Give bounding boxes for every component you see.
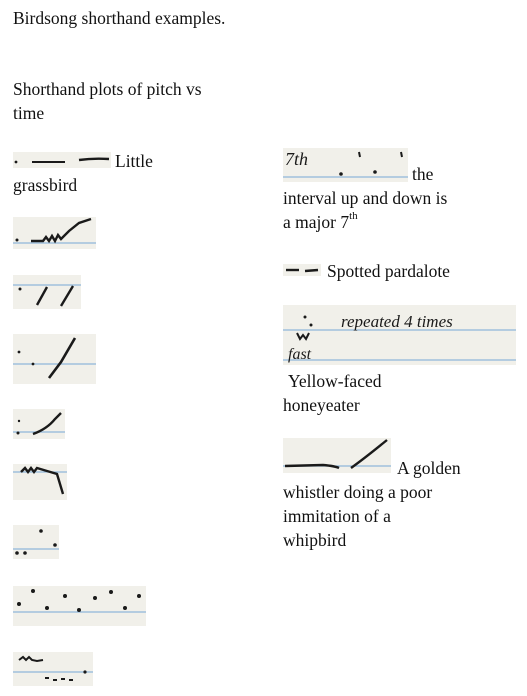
sketch-little-grassbird bbox=[13, 152, 111, 168]
little-grassbird-label: Little bbox=[115, 151, 153, 171]
spotted-pardalote-label: Spotted pardalote bbox=[327, 261, 450, 281]
sketch-annotation-fast: fast bbox=[288, 346, 312, 363]
sketch-annotation-repeat: repeated 4 times bbox=[341, 312, 453, 331]
birdsong-sketch bbox=[13, 464, 67, 500]
little-grassbird-label-cont: grassbird bbox=[13, 175, 78, 195]
honeyeater-label-line2: honeyeater bbox=[283, 395, 360, 415]
sketch-spotted-pardalote bbox=[283, 264, 321, 276]
document-title: Birdsong shorthand examples. bbox=[13, 8, 226, 28]
birdsong-sketch bbox=[13, 652, 93, 686]
golden-whistler-label-line1: A golden bbox=[397, 458, 461, 478]
sketch-major-seventh bbox=[283, 148, 408, 182]
golden-whistler-label-line2: whistler doing a poor bbox=[283, 482, 433, 502]
birdsong-sketch bbox=[13, 275, 81, 309]
golden-whistler-label-line4: whipbird bbox=[283, 530, 347, 550]
sketch-yellow-faced-honeyeater bbox=[283, 305, 516, 365]
document-subtitle: Shorthand plots of pitch vs time bbox=[13, 79, 202, 123]
birdsong-sketch bbox=[13, 586, 146, 626]
seventh-label-line2: interval up and down is bbox=[283, 188, 448, 208]
birdsong-sketch bbox=[13, 334, 96, 384]
golden-whistler-label-line3: immitation of a bbox=[283, 506, 391, 526]
sketch-golden-whistler bbox=[283, 438, 391, 473]
seventh-label-line3-text: a major 7 bbox=[283, 212, 350, 232]
sketch-annotation-seventh: 7th bbox=[285, 149, 309, 169]
seventh-label-superscript: th bbox=[349, 210, 358, 223]
seventh-label-line3 bbox=[283, 210, 513, 234]
birdsong-sketch bbox=[13, 409, 65, 439]
birdsong-sketch bbox=[13, 217, 96, 249]
seventh-label-the: the bbox=[412, 164, 434, 184]
honeyeater-label-line1: Yellow-faced bbox=[288, 371, 382, 391]
birdsong-sketch bbox=[13, 525, 59, 559]
